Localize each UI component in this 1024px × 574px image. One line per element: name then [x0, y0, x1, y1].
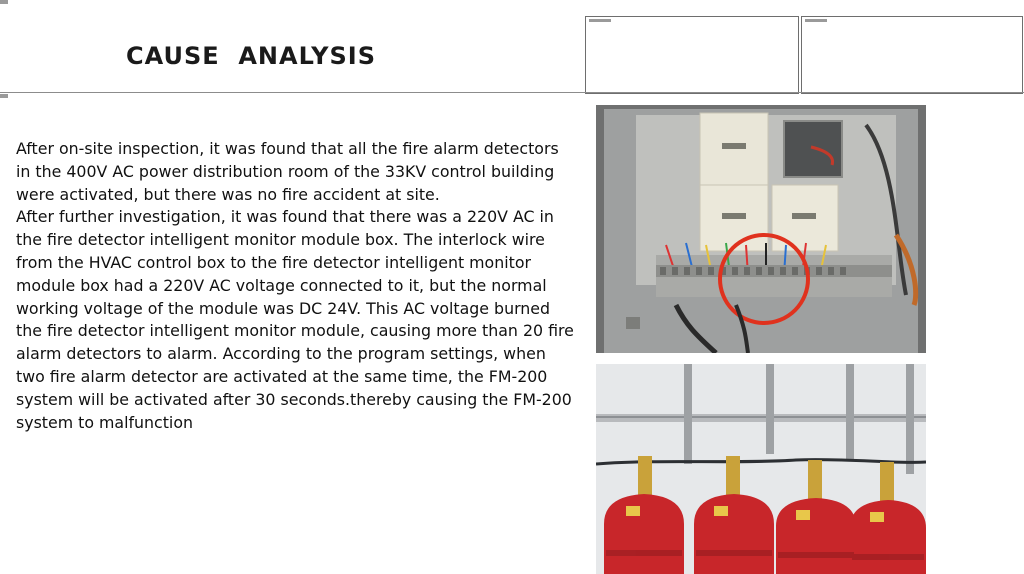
cause-description	[16, 138, 576, 434]
corner-mark-header	[0, 94, 8, 98]
monitor-module-box-photo	[596, 105, 926, 353]
placeholder-mark	[805, 19, 827, 22]
paragraph-investigation: After further investigation, it was found that there was a 220V AC in the fire detector intelligent monitor module box. The interlock wire from the HVAC control box to the fire detector intelligent monitor module box had a 220V AC voltage connected to it, but the normal working voltage of the module was DC 24V. This AC voltage burned the fire detector intelligent monitor module, causing more than 20 fire alarm detectors to alarm. According to the program settings, when two fire alarm detector are activated at the same time, the FM-200 system will be activated after 30 seconds.thereby causing the FM-200 system to malfunction	[16, 207, 574, 432]
placeholder-mark	[589, 19, 611, 22]
slide-title: CAUSE ANALYSIS	[126, 42, 376, 70]
corner-mark-top	[0, 0, 8, 4]
header-divider	[0, 92, 1024, 93]
header-placeholder-box-1	[585, 16, 799, 94]
fm200-cylinders-photo	[596, 364, 926, 574]
paragraph-inspection: After on-site inspection, it was found that all the fire alarm detectors in the 400V AC power distribution room of the 33KV control building were activated, but there was no fire accident at site.	[16, 139, 559, 204]
header-placeholder-box-2	[801, 16, 1023, 94]
